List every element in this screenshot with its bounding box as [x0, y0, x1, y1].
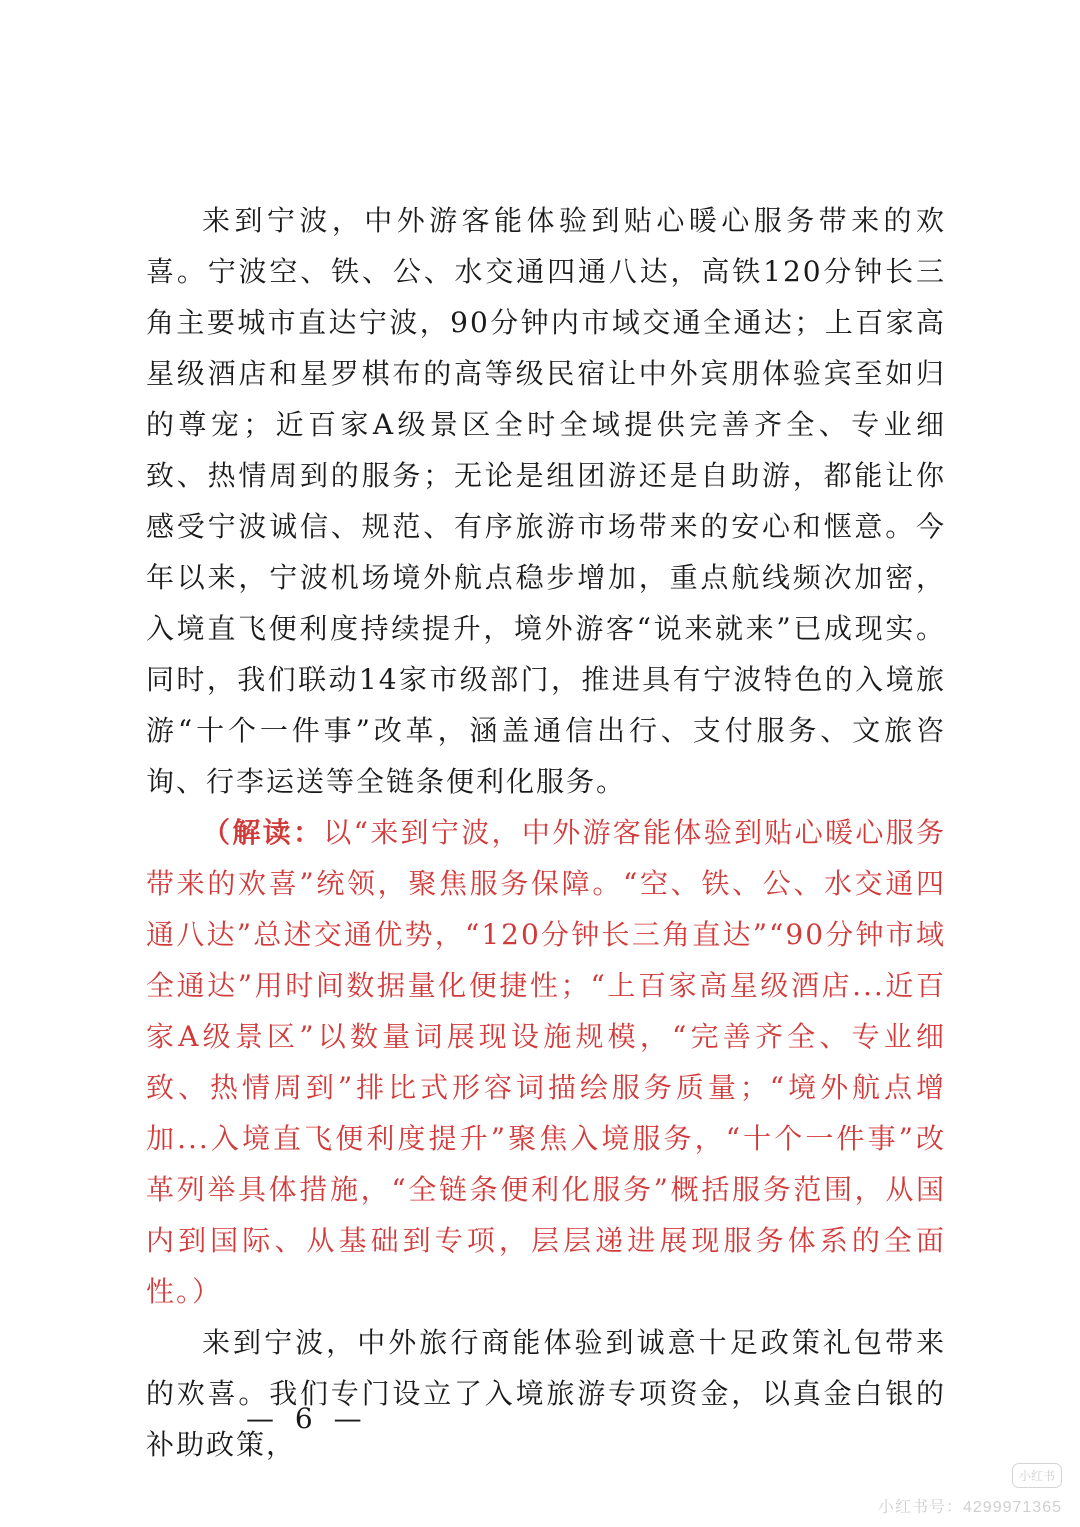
interpretation-text: 以“来到宁波，中外游客能体验到贴心暖心服务带来的欢喜”统领，聚焦服务保障。“空、铁、公、水交通四通八达”总述交通优势，“120分钟长三角直达”“90分钟市域全通达”用时间数据量化便捷性；“上百家高星级酒店...近百家A级景区”以数量词展现设施规模，“完善齐全、专业细致、热情周到”排比式形容词描绘服务质量；“境外航点增加...入境直飞便利度提升”聚焦入境服务，“十个一件事”改革列举具体措施，“全链条便利化服务”概括服务范围，从国内到国际、从基础到专项，层层递进展现服务体系的全面性。） [146, 816, 946, 1308]
page-number: — 6 — [246, 1402, 368, 1435]
paragraph-policy: 来到宁波，中外旅行商能体验到诚意十足政策礼包带来的欢喜。我们专门设立了入境旅游专项资金，以真金白银的补助政策， [146, 1326, 946, 1461]
document-body [146, 195, 946, 1470]
watermark-logo: 小红书 [1012, 1463, 1062, 1488]
interpretation-lead: （解读： [202, 816, 324, 849]
paragraph-service: 来到宁波，中外游客能体验到贴心暖心服务带来的欢喜。宁波空、铁、公、水交通四通八达，高铁120分钟长三角主要城市直达宁波，90分钟内市域交通全通达；上百家高星级酒店和星罗棋布的高等级民宿让中外宾朋体验宾至如归的尊宠；近百家A级景区全时全域提供完善齐全、专业细致、热情周到的服务；无论是组团游还是自助游，都能让你感受宁波诚信、规范、有序旅游市场带来的安心和惬意。今年以来，宁波机场境外航点稳步增加，重点航线频次加密，入境直飞便利度持续提升，境外游客“说来就来”已成现实。同时，我们联动14家市级部门，推进具有宁波特色的入境旅游“十个一件事”改革，涵盖通信出行、支付服务、文旅咨询、行李运送等全链条便利化服务。 [146, 204, 946, 798]
watermark [878, 1463, 1062, 1517]
interpretation-paragraph [146, 807, 946, 1317]
watermark-id: 小红书号：4299971365 [878, 1499, 1062, 1516]
